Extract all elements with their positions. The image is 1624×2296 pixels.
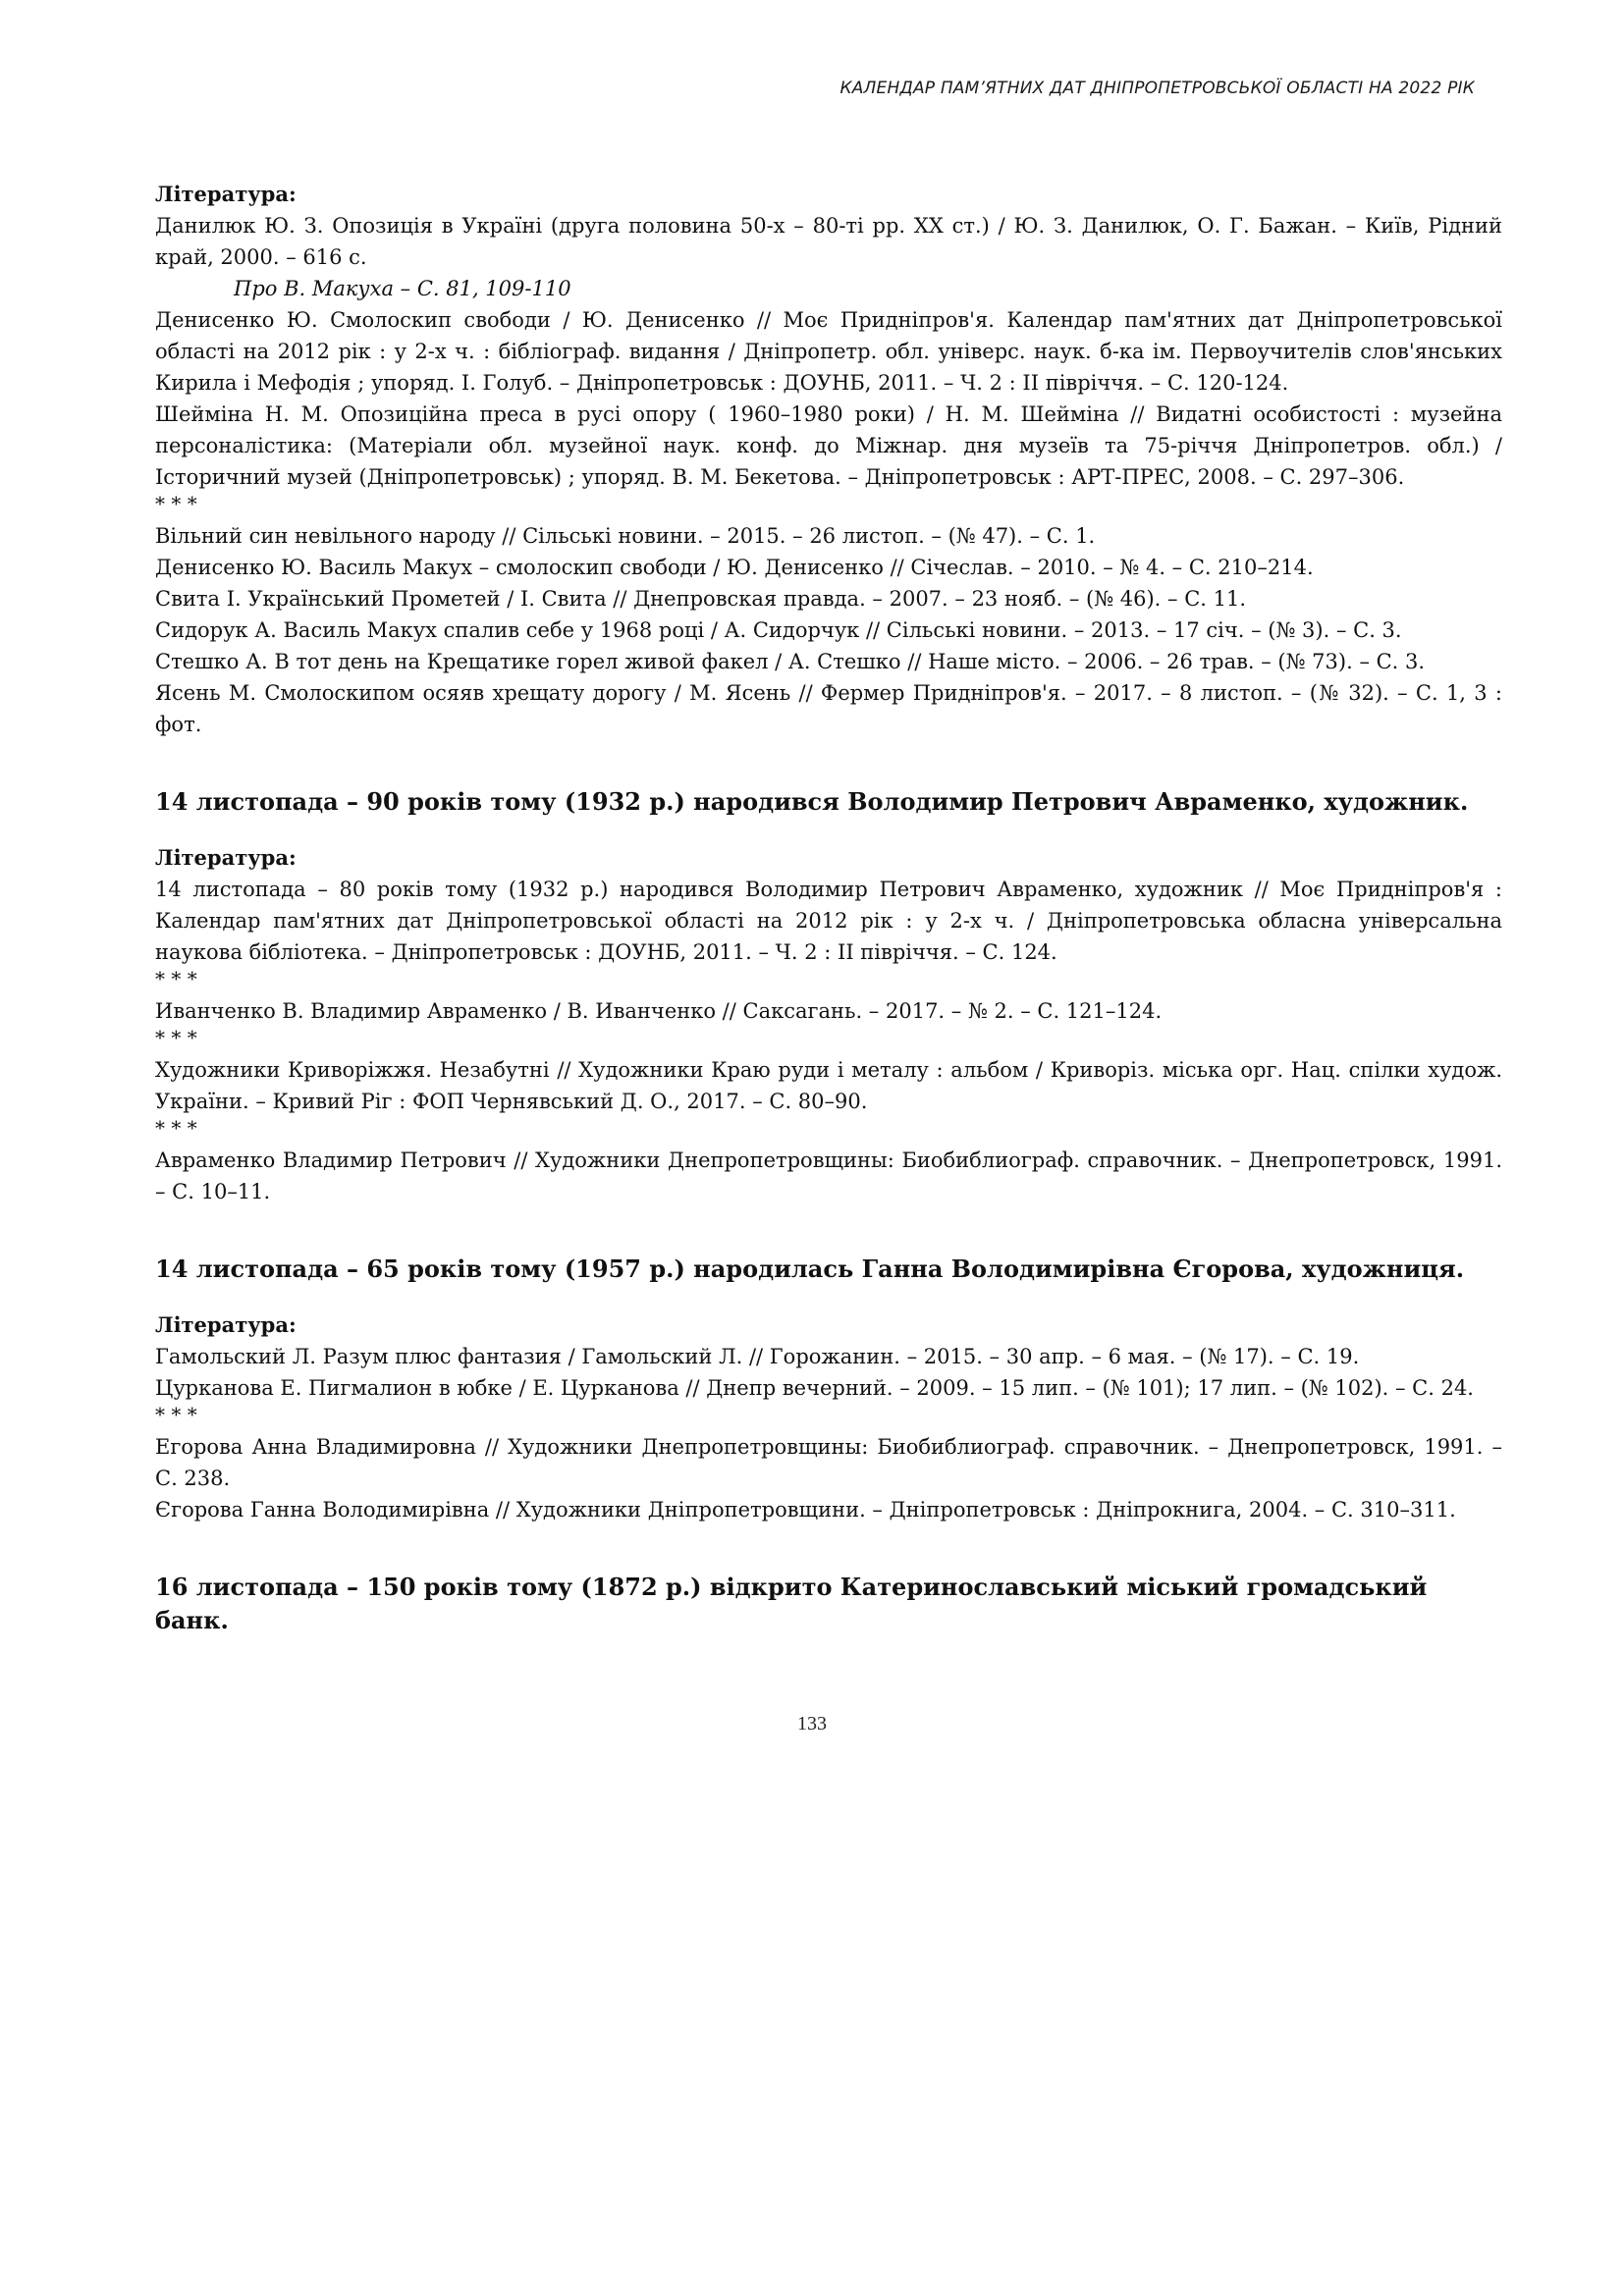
event-heading: 14 листопада – 90 років тому (1932 р.) народився Володимир Петрович Авраменко, художник. — [155, 787, 1469, 816]
running-header: КАЛЕНДАР ПАМ’ЯТНИХ ДАТ ДНІПРОПЕТРОВСЬКОЇ ОБЛАСТІ НА 2022 РІК — [839, 79, 1475, 98]
bibliography-entry: Денисенко Ю. Василь Макух – смолоскип свободи / Ю. Денисенко // Січеслав. – 2010. – № 4. – С. 210–214. — [155, 556, 1314, 579]
bibliography-entry: Егорова Анна Владимировна // Художники Днепропетровщины: Биобиблиограф. справочник. – Днепропетровск, 1991. – С. 238. — [155, 1435, 1502, 1490]
page-content — [155, 179, 1502, 1637]
separator-stars: * * * — [155, 492, 197, 515]
event-heading: 16 листопада – 150 років тому (1872 р.) відкрито Катеринославський міський громадський банк. — [155, 1573, 1428, 1634]
bibliography-entry: Данилюк Ю. З. Опозиція в Україні (друга половина 50-х – 80-ті рр. XX ст.) / Ю. З. Данилюк, О. Г. Бажан. – Київ, Рідний край, 2000. – 616 с. — [155, 214, 1502, 269]
separator-stars: * * * — [155, 967, 197, 990]
bibliography-entry: Сидорук А. Василь Макух спалив себе у 1968 році / А. Сидорчук // Сільські новини. – 2013. – 17 січ. – (№ 3). – С. 3. — [155, 618, 1402, 642]
bibliography-entry: Шейміна Н. М. Опозиційна преса в русі опору ( 1960–1980 роки) / Н. М. Шейміна // Видатні особистості : музейна персоналістика: (Матеріали обл. музейної наук. конф. до Міжнар. дня музеїв та 75-річчя Дніпропетров. обл.) / Історичний музей (Дніпропетровськ) ; упоряд. В. М. Бекетова. – Дніпропетровськ : АРТ-ПРЕС, 2008. – С. 297–306. — [155, 402, 1502, 489]
page-number: 133 — [797, 1713, 827, 1735]
separator-stars: * * * — [155, 1116, 197, 1140]
bibliography-entry: Вільний син невільного народу // Сільські новини. – 2015. – 26 листоп. – (№ 47). – С. 1. — [155, 524, 1096, 548]
bibliography-entry: Денисенко Ю. Смолоскип свободи / Ю. Денисенко // Моє Придніпров'я. Календар пам'ятних дат Дніпропетровської області на 2012 рік : у 2-х ч. : бібліограф. видання / Дніпропетр. обл. універс. наук. б-ка ім. Первоучителів слов'янських Кирила і Мефодія ; упоряд. І. Голуб. – Дніпропетровськ : ДОУНБ, 2011. – Ч. 2 : II півріччя. – С. 120-124. — [155, 308, 1502, 395]
bibliography-entry: Цурканова Е. Пигмалион в юбке / Е. Цурканова // Днепр вечерний. – 2009. – 15 лип. – (№ 101); 17 лип. – (№ 102). – С. 24. — [155, 1376, 1474, 1400]
bibliography-entry: Свита І. Український Прометей / І. Свита // Днепровская правда. – 2007. – 23 нояб. – (№ 46). – С. 11. — [155, 587, 1247, 611]
bibliography-entry: Иванченко В. Владимир Авраменко / В. Иванченко // Саксагань. – 2017. – № 2. – С. 121–124. — [155, 999, 1163, 1023]
event-heading: 14 листопада – 65 років тому (1957 р.) народилась Ганна Володимирівна Єгорова, художниця. — [155, 1255, 1465, 1283]
bibliography-entry: 14 листопада – 80 років тому (1932 р.) народився Володимир Петрович Авраменко, художник // Моє Придніпров'я : Календар пам'ятних дат Дніпропетровської області на 2012 рік : у 2-х ч. / Дніпропетровська обласна універсальна наукова бібліотека. – Дніпропетровськ : ДОУНБ, 2011. – Ч. 2 : II півріччя. – С. 124. — [155, 878, 1502, 964]
bibliography-entry: Ясень М. Смолоскипом осяяв хрещату дорогу / М. Ясень // Фермер Придніпров'я. – 2017. – 8 листоп. – (№ 32). – С. 1, 3 : фот. — [155, 681, 1502, 736]
bibliography-entry: Єгорова Ганна Володимирівна // Художники Дніпропетровщини. – Дніпропетровськ : Дніпрокнига, 2004. – С. 310–311. — [155, 1498, 1456, 1522]
page-reference-note: Про В. Макуха – С. 81, 109-110 — [234, 277, 571, 300]
bibliography-entry: Гамольский Л. Разум плюс фантазия / Гамольский Л. // Горожанин. – 2015. – 30 апр. – 6 мая. – (№ 17). – С. 19. — [155, 1345, 1360, 1368]
literature-heading: Література: — [155, 1312, 297, 1337]
bibliography-entry: Стешко А. В тот день на Крещатике горел живой факел / А. Стешко // Наше місто. – 2006. – 26 трав. – (№ 73). – С. 3. — [155, 650, 1426, 673]
literature-heading: Література: — [155, 845, 297, 870]
bibliography-entry: Художники Криворіжжя. Незабутні // Художники Краю руди і металу : альбом / Криворіз. міська орг. Нац. спілки худож. України. – Кривий Ріг : ФОП Чернявський Д. О., 2017. – С. 80–90. — [155, 1058, 1502, 1113]
literature-heading: Література: — [155, 182, 297, 206]
separator-stars: * * * — [155, 1403, 197, 1426]
bibliography-entry: Авраменко Владимир Петрович // Художники Днепропетровщины: Биобиблиограф. справочник. – Днепропетровск, 1991. – С. 10–11. — [155, 1148, 1502, 1203]
separator-stars: * * * — [155, 1026, 197, 1049]
